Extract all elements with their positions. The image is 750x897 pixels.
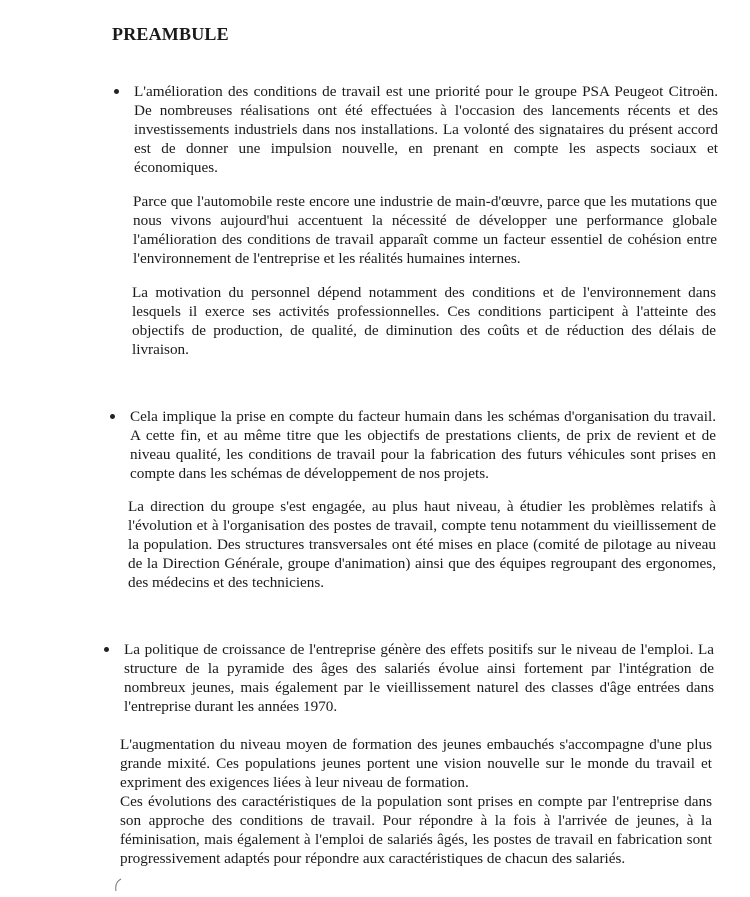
section-3-paragraph-2: L'augmentation du niveau moyen de formation des jeunes embauchés s'accompagne d'une plus grande mixité. Ces populations jeunes portent une vision nouvelle sur le monde du travail et expriment des exigences liées à leur niveau de formation. — [120, 736, 712, 791]
section-1-paragraph-3: La motivation du personnel dépend notamment des conditions et de l'environnement dans lesquels il exerce ses activités professionnelles. Ces conditions participent à l'atteinte des objectifs de production, de qualité, de diminution des coûts et de réduction des délais de livraison. — [132, 284, 716, 358]
section-2-paragraph-1: Cela implique la prise en compte du facteur humain dans les schémas d'organisation du travail. A cette fin, et au même titre que les objectifs de prestations clients, de prix de revient et de niveau qualité, les conditions de travail pour la fabrication des futurs véhicules sont prises en compte dans les schémas de développement de nos projets. — [130, 408, 716, 482]
section-1-paragraph-2: Parce que l'automobile reste encore une industrie de main-d'œuvre, parce que les mutations que nous vivons aujourd'hui accentuent la nécessité de développer une performance globale l'amélioration des conditions de travail apparaît comme un facteur essentiel de cohésion entre l'environnement de l'entreprise et les réalités humaines internes. — [133, 193, 717, 267]
section-3-paragraph-1: La politique de croissance de l'entreprise génère des effets positifs sur le niveau de l'emploi. La structure de la pyramide des âges des salariés évolue ainsi fortement par l'intégration de nombreux jeunes, mais également par le vieillissement naturel des classes d'âge entrées dans l'entreprise durant les années 1970. — [124, 641, 714, 715]
bullet-point-1 — [114, 89, 119, 94]
bullet-point-2 — [110, 414, 115, 419]
bullet-point-3 — [104, 647, 109, 652]
section-2-paragraph-2: La direction du groupe s'est engagée, au plus haut niveau, à étudier les problèmes relatifs à l'évolution et à l'organisation des postes de travail, compte tenu notamment du vieillissement de la population. Des structures transversales ont été mises en place (comité de pilotage au niveau de la Direction Générale, groupe d'animation) ainsi que des équipes regroupant des ergonomes, des médecins et des techniciens. — [128, 498, 716, 591]
section-1-paragraph-1: L'amélioration des conditions de travail est une priorité pour le groupe PSA Peugeot Citroën. De nombreuses réalisations ont été effectuées à l'occasion des lancements récents et des investissements industriels dans nos installations. La volonté des signataires du présent accord est de donner une impulsion nouvelle, en prenant en compte les aspects sociaux et économiques. — [134, 83, 718, 176]
document-title: PREAMBULE — [112, 24, 229, 44]
pen-mark-icon — [112, 878, 124, 892]
section-3-paragraph-3: Ces évolutions des caractéristiques de la population sont prises en compte par l'entreprise dans son approche des conditions de travail. Pour répondre à la fois à l'arrivée de jeunes, à la féminisation, mais également à l'emploi de salariés âgés, les postes de travail en fabrication sont progressivement adaptés pour répondre aux caractéristiques de chacun des salariés. — [120, 793, 712, 867]
